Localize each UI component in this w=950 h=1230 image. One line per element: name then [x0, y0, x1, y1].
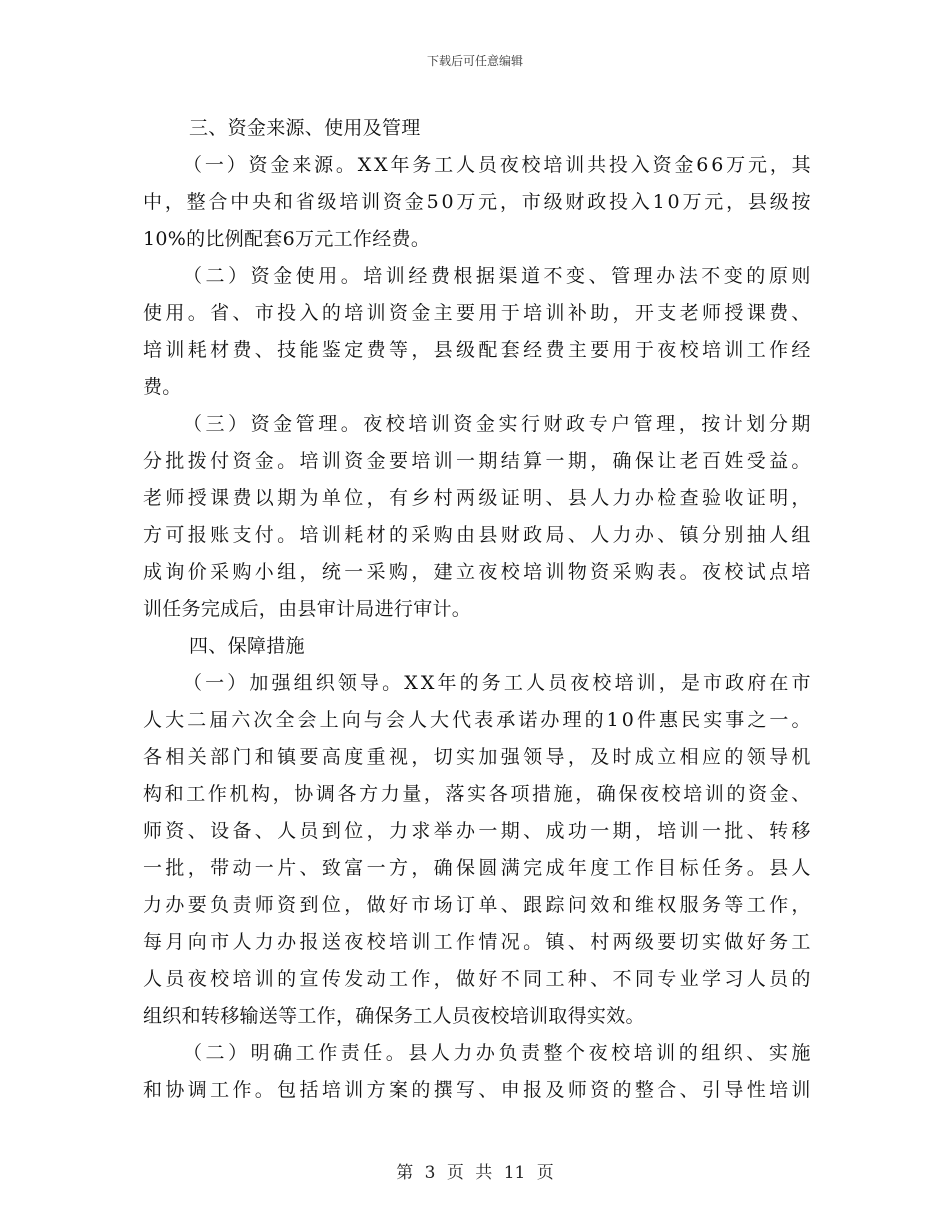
paragraph-line: 费。 — [143, 376, 182, 398]
page-number-footer: 第 3 页 共 11 页 — [396, 1163, 554, 1183]
paragraph-line: 中 ， 整 合 中 央 和 省 级 培 训 资 金 5 0 万 元 ， 市 级 财 政 投 入 1 0 万 元 ， 县 级 按 — [143, 191, 811, 213]
paragraph-line: 师 资 、 设 备 、 人 员 到 位 ， 力 求 举 办 一 期 、 成 功 一 期 ， 培 训 一 批 、 转 移 — [143, 820, 811, 842]
paragraph-line: 力 办 要 负 责 师 资 到 位 ， 做 好 市 场 订 单 、 跟 踪 问 效 和 维 权 服 务 等 工 作 ， — [143, 894, 811, 916]
paragraph-line: 10%的比例配套6万元工作经费。 — [143, 228, 431, 250]
paragraph-line: 使 用 。 省 、 市 投 入 的 培 训 资 金 主 要 用 于 培 训 补 助 ， 开 支 老 师 授 课 费 、 — [143, 302, 811, 324]
paragraph-line: （ 一 ） 资 金 来 源 。 X X 年 务 工 人 员 夜 校 培 训 共 投 入 资 金 6 6 万 元 ， 其 — [183, 154, 811, 176]
paragraph-line: 方 可 报 账 支 付 。 培 训 耗 材 的 采 购 由 县 财 政 局 、 人 力 办 、 镇 分 别 抽 人 组 — [143, 524, 811, 546]
paragraph-line: 组织和转移输送等工作，确保务工人员夜校培训取得实效。 — [143, 1005, 645, 1027]
paragraph-line: 每 月 向 市 人 力 办 报 送 夜 校 培 训 工 作 情 况 。 镇 、 村 两 级 要 切 实 做 好 务 工 — [143, 931, 811, 953]
paragraph-line: 人 大 二 届 六 次 全 会 上 向 与 会 人 大 代 表 承 诺 办 理 的 1 0 件 惠 民 实 事 之 一 。 — [143, 709, 811, 731]
document-body — [143, 110, 811, 1109]
paragraph-line: 培 训 耗 材 费 、 技 能 鉴 定 费 等 ， 县 级 配 套 经 费 主 要 用 于 夜 校 培 训 工 作 经 — [143, 339, 811, 361]
section-heading-safeguards: 四、保障措施 — [189, 635, 305, 657]
section-heading-funding: 三、资金来源、使用及管理 — [189, 117, 421, 139]
paragraph-line: 人 员 夜 校 培 训 的 宣 传 发 动 工 作 ， 做 好 不 同 工 种 、 不 同 专 业 学 习 人 员 的 — [143, 968, 811, 990]
paragraph-line: 训任务完成后，由县审计局进行审计。 — [143, 598, 472, 620]
paragraph-line: 成 询 价 采 购 小 组 ， 统 一 采 购 ， 建 立 夜 校 培 训 物 资 采 购 表 。 夜 校 试 点 培 — [143, 561, 811, 583]
paragraph-line: 构 和 工 作 机 构 ， 协 调 各 方 力 量 ， 落 实 各 项 措 施 ， 确 保 夜 校 培 训 的 资 金 、 — [143, 783, 811, 805]
paragraph-line: 和 协 调 工 作 。 包 括 培 训 方 案 的 撰 写 、 申 报 及 师 资 的 整 合 、 引 导 性 培 训 — [143, 1079, 811, 1101]
paragraph-line: （ 三 ） 资 金 管 理 。 夜 校 培 训 资 金 实 行 财 政 专 户 管 理 ， 按 计 划 分 期 — [183, 413, 811, 435]
page-header: 下载后可任意编辑 — [426, 54, 523, 68]
paragraph-line: 老 师 授 课 费 以 期 为 单 位 ， 有 乡 村 两 级 证 明 、 县 人 力 办 检 查 验 收 证 明 ， — [143, 487, 811, 509]
paragraph-line: （ 二 ） 明 确 工 作 责 任 。 县 人 力 办 负 责 整 个 夜 校 培 训 的 组 织 、 实 施 — [183, 1042, 811, 1064]
paragraph-line: （ 一 ） 加 强 组 织 领 导 。 X X 年 的 务 工 人 员 夜 校 培 训 ， 是 市 政 府 在 市 — [183, 672, 811, 694]
paragraph-line: 分 批 拨 付 资 金 。 培 训 资 金 要 培 训 一 期 结 算 一 期 ， 确 保 让 老 百 姓 受 益 。 — [143, 450, 811, 472]
paragraph-line: 各 相 关 部 门 和 镇 要 高 度 重 视 ， 切 实 加 强 领 导 ， 及 时 成 立 相 应 的 领 导 机 — [143, 746, 811, 768]
paragraph-line: 一 批 ， 带 动 一 片 、 致 富 一 方 ， 确 保 圆 满 完 成 年 度 工 作 目 标 任 务 。 县 人 — [143, 857, 811, 879]
paragraph-line: （ 二 ） 资 金 使 用 。 培 训 经 费 根 据 渠 道 不 变 、 管 理 办 法 不 变 的 原 则 — [183, 265, 811, 287]
